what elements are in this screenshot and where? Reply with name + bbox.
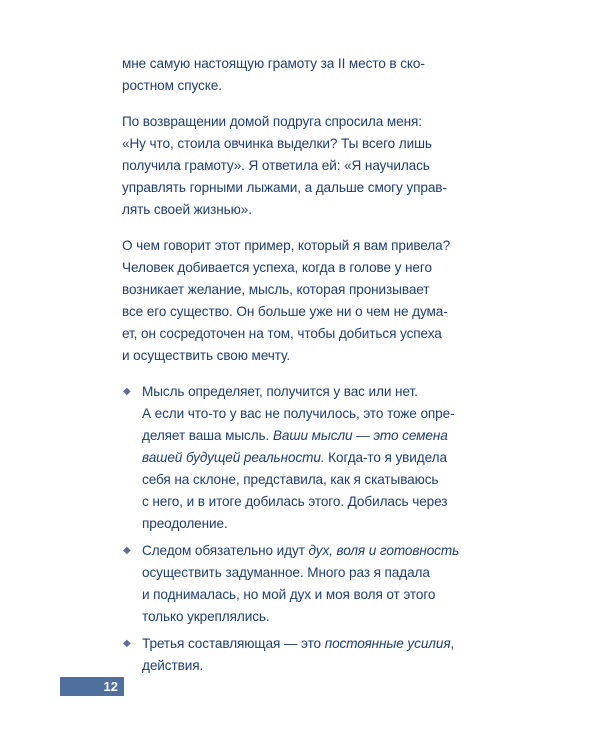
list-item (122, 633, 478, 677)
text-line: только укреплялись. (142, 609, 270, 624)
diamond-bullet-icon: ◆ (123, 638, 131, 649)
text-line: мне самую настоящую грамоту за II место в ско- (122, 56, 425, 71)
text-line: ет, он сосредоточен на том, чтобы добиться успеха (122, 326, 442, 341)
diamond-bullet-icon: ◆ (123, 386, 131, 397)
text-line: и осуществить свою мечту. (122, 348, 291, 363)
paragraph-3 (122, 235, 478, 367)
text-line: А если что-то у вас не получилось, это тоже опре- (142, 406, 455, 421)
text-line: По возвращении домой подруга спросила меня: (122, 114, 422, 129)
text-line: О чем говорит этот пример, который я вам привела? (122, 238, 451, 253)
text-line: возникает желание, мысль, которая пронизывает (122, 282, 430, 297)
text-run: Следом обязательно идут (142, 543, 309, 558)
text-line (142, 540, 478, 562)
text-line: себя на склоне, представила, как я скатываюсь (142, 472, 439, 487)
list-item (122, 540, 478, 628)
text-run: деляет ваша мысль. (142, 428, 273, 443)
list-item (122, 381, 478, 535)
page-number: 12 (103, 679, 118, 694)
page-body (122, 53, 478, 682)
text-line (142, 447, 478, 469)
text-line: лять своей жизнью». (122, 202, 252, 217)
text-line (142, 425, 478, 447)
text-line (142, 633, 478, 655)
text-line: и поднималась, но мой дух и моя воля от этого (142, 587, 436, 602)
diamond-bullet-icon: ◆ (123, 545, 131, 556)
italic-text: вашей будущей реальности. (142, 450, 325, 465)
italic-text: Ваши мысли — это семена (272, 428, 448, 443)
text-run: , (450, 636, 455, 651)
text-line: Мысль определяет, получится у вас или нет. (142, 384, 418, 399)
text-run: Когда-то я увидела (324, 450, 447, 465)
bullet-list (122, 381, 478, 677)
text-line: получила грамоту». Я ответила ей: «Я научилась (122, 158, 430, 173)
text-line: «Ну что, стоила овчинка выделки? Ты всего лишь (122, 136, 432, 151)
paragraph-2 (122, 111, 478, 221)
page-number-tab (60, 677, 124, 696)
italic-text: дух, воля и готовность (308, 543, 460, 558)
text-line: ростном спуске. (122, 78, 222, 93)
text-line: все его существо. Он больше уже ни о чем не дума- (122, 304, 448, 319)
italic-text: постоянные усилия (324, 636, 451, 651)
text-line: с него, и в итоге добилась этого. Добилась через (142, 494, 448, 509)
text-line: действия. (142, 658, 204, 673)
text-line: управлять горными лыжами, а дальше смогу управ- (122, 180, 447, 195)
paragraph-1 (122, 53, 478, 97)
text-line: Человек добивается успеха, когда в голове у него (122, 260, 432, 275)
text-line: преодоление. (142, 516, 228, 531)
text-run: Третья составляющая — это (142, 636, 325, 651)
text-line: осуществить задуманное. Много раз я падала (142, 565, 430, 580)
